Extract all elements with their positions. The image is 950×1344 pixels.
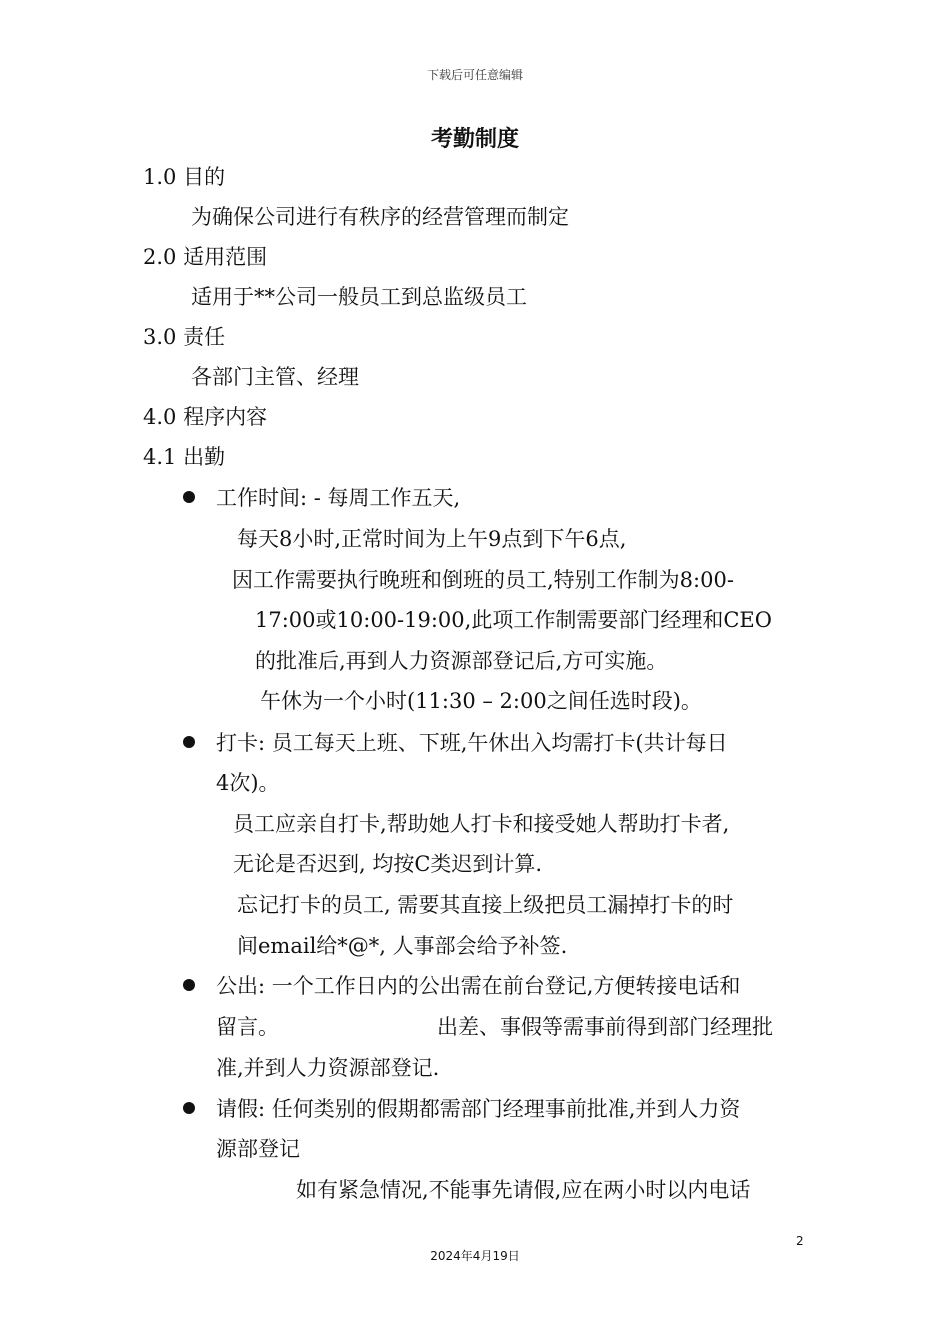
paragraph-line: 员工应亲自打卡,帮助她人打卡和接受她人帮助打卡者,: [233, 812, 730, 836]
bullet-line: 工作时间: - 每周工作五天,: [216, 486, 461, 510]
paragraph-line: 间email给*@*, 人事部会给予补签.: [237, 934, 568, 958]
bullet-icon: [183, 736, 195, 748]
paragraph-line: 因工作需要执行晚班和倒班的员工,特别工作制为8:00-: [232, 568, 734, 592]
paragraph-line: 各部门主管、经理: [191, 365, 359, 389]
paragraph-line: 4次)。: [216, 771, 280, 795]
paragraph-line: 适用于**公司一般员工到总监级员工: [191, 285, 527, 309]
section-heading: 1.0 目的: [143, 165, 226, 189]
bullet-icon: [183, 979, 195, 991]
paragraph-line: 的批准后,再到人力资源部登记后,方可实施。: [255, 649, 668, 673]
section-heading: 2.0 适用范围: [143, 245, 268, 269]
section-heading: 4.1 出勤: [143, 445, 226, 469]
footer-date: 2024年4月19日: [430, 1249, 520, 1263]
section-heading: 4.0 程序内容: [143, 405, 268, 429]
paragraph-line: 留言。: [216, 1015, 279, 1039]
header-note: 下载后可任意编辑: [426, 68, 523, 82]
paragraph-line: 为确保公司进行有秩序的经营管理而制定: [191, 205, 569, 229]
page-number: 2: [796, 1234, 804, 1248]
paragraph-line: 无论是否迟到, 均按C类迟到计算.: [233, 852, 543, 876]
bullet-line: 请假: 任何类别的假期都需部门经理事前批准,并到人力资: [216, 1097, 741, 1121]
paragraph-line: 忘记打卡的员工, 需要其直接上级把员工漏掉打卡的时: [237, 893, 734, 917]
paragraph-line: 如有紧急情况,不能事先请假,应在两小时以内电话: [296, 1178, 751, 1202]
paragraph-line: 午休为一个小时(11:30 – 2:00之间任选时段)。: [260, 689, 702, 713]
bullet-line: 打卡: 员工每天上班、下班,午休出入均需打卡(共计每日: [216, 731, 728, 755]
paragraph-line: 每天8小时,正常时间为上午9点到下午6点,: [237, 527, 627, 551]
bullet-line: 公出: 一个工作日内的公出需在前台登记,方便转接电话和: [216, 974, 741, 998]
section-heading: 3.0 责任: [143, 325, 226, 349]
bullet-icon: [183, 1102, 195, 1114]
paragraph-line: 准,并到人力资源部登记.: [216, 1056, 440, 1080]
page-title: 考勤制度: [430, 127, 519, 152]
paragraph-line: 出差、事假等需事前得到部门经理批: [437, 1015, 773, 1039]
paragraph-line: 17:00或10:00-19:00,此项工作制需要部门经理和CEO: [255, 608, 772, 632]
paragraph-line: 源部登记: [216, 1137, 300, 1161]
bullet-icon: [183, 491, 195, 503]
